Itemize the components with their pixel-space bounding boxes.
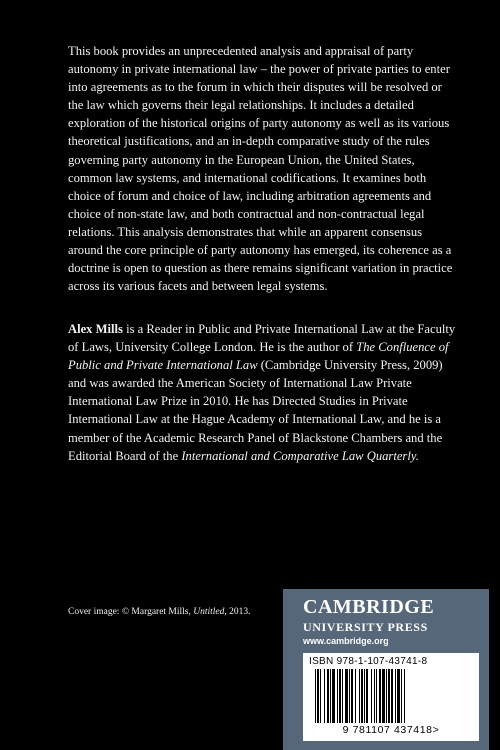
bio-journal-title: International and Comparative Law Quarterly. — [181, 448, 419, 463]
barcode-box — [303, 653, 479, 741]
barcode-trailing-mark: > — [432, 724, 440, 736]
bio-book-title: The Confluence of Public and Private International Law — [68, 340, 449, 373]
barcode-icon — [309, 669, 473, 725]
cover-credit — [68, 606, 251, 618]
cover-credit-prefix: Cover image: © Margaret Mills, — [68, 607, 194, 617]
author-bio — [68, 320, 460, 465]
publisher-logo-line1: CAMBRIDGE — [303, 596, 435, 618]
barcode-number: 9 781107 437418 — [342, 724, 433, 736]
cover-credit-suffix: , 2013. — [224, 607, 251, 617]
cover-credit-title: Untitled — [193, 607, 225, 617]
bio-text-2: (Cambridge University Press, 2009) and was awarded the American Society of International Law Private International Law Prize in 2010. He has Directed Studies in Private International Law at the Hague Academy of International Law, and he is a member of the Academic Research Panel of Blackstone Chambers and the Editorial Board of the — [68, 358, 443, 463]
barcode-digits — [303, 724, 479, 736]
publisher-website: www.cambridge.org — [303, 636, 389, 646]
author-name: Alex Mills — [68, 322, 123, 336]
book-blurb: This book provides an unprecedented analysis and appraisal of party autonomy in private international law – the power of private parties to enter into agreements as to the forum in which their disputes will be resolved or the law which governs their legal relationships. It includes a detailed exploration of the historical origins of party autonomy as well as its various theoretical justifications, and an in-depth comparative study of the rules governing party autonomy in the European Union, the United States, common law systems, and international codifications. It examines both choice of forum and choice of law, including arbitration agreements and choice of non-state law, and both contractual and non-contractual legal relations. This analysis demonstrates that while an apparent consensus around the core principle of party autonomy has emerged, its coherence as a doctrine is open to question as there remains significant variation in practice across its various facets and between legal systems. — [68, 44, 453, 294]
publisher-logo-line2: UNIVERSITY PRESS — [303, 620, 428, 634]
isbn-label: ISBN 978-1-107-43741-8 — [309, 656, 428, 667]
bio-text-1: is a Reader in Public and Private International Law at the Faculty of Laws, University College London. He is the author of — [68, 322, 456, 355]
publisher-panel — [283, 589, 489, 750]
